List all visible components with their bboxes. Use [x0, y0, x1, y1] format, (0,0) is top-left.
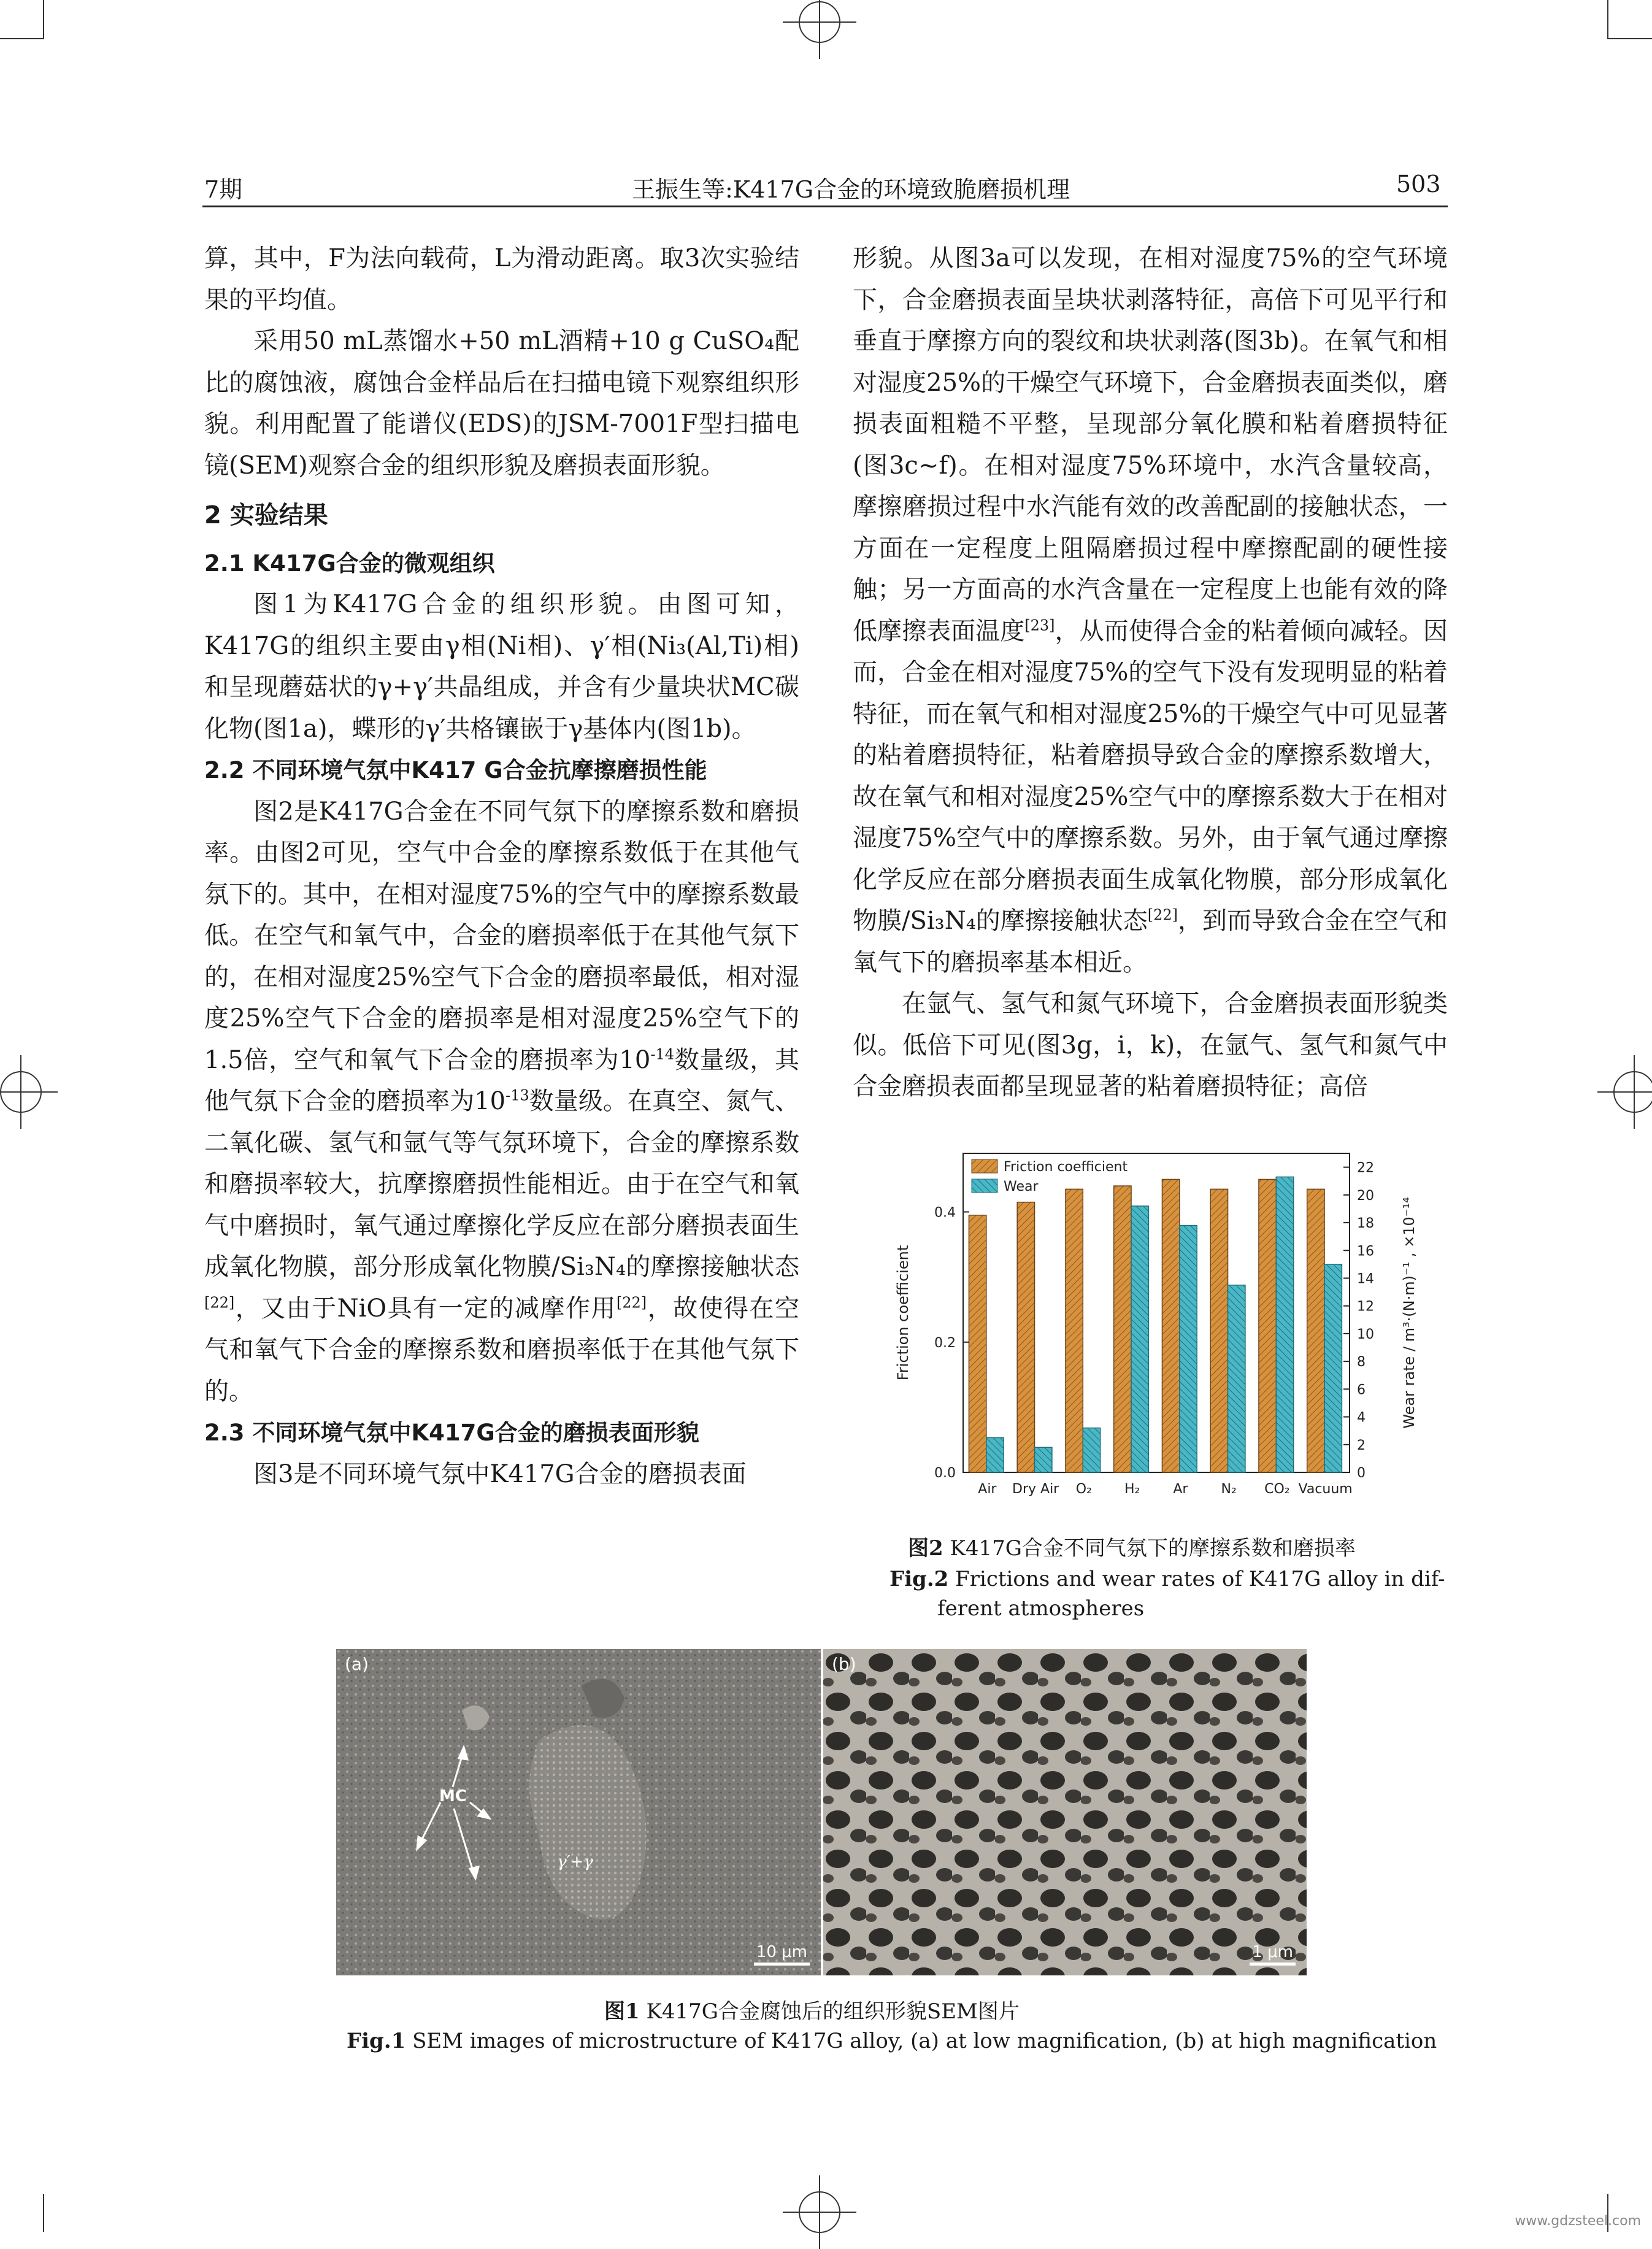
crop-mark — [43, 2194, 44, 2232]
figure-2-caption-cn: 图2 K417G合金不同气氛下的摩擦系数和磨损率 — [908, 1536, 1356, 1561]
y2-axis-label: Wear rate / m³·(N·m)⁻¹ , ×10⁻¹⁴ — [1400, 1197, 1418, 1429]
sem-image-a — [336, 1649, 821, 1975]
caption-label: Fig.2 — [889, 1567, 949, 1591]
wear-bar — [1035, 1447, 1052, 1472]
y2-tick-label: 6 — [1357, 1382, 1366, 1398]
friction-bar — [1307, 1189, 1324, 1472]
y2-tick-label: 10 — [1357, 1326, 1374, 1342]
sem-image-b-graphic — [823, 1649, 1307, 1975]
legend-swatch-friction — [972, 1159, 997, 1173]
x-tick-label: O₂ — [1075, 1482, 1092, 1497]
subsection-heading: 2.3 不同环境气氛中K417G合金的磨损表面形貌 — [204, 1420, 699, 1446]
sem-image-a-graphic — [336, 1649, 821, 1975]
y2-tick-label: 22 — [1357, 1160, 1374, 1176]
friction-bar — [1017, 1202, 1034, 1472]
crop-mark — [0, 38, 44, 39]
paragraph: 采用50 mL蒸馏水+50 mL酒精+10 g CuSO₄配比的腐蚀液，腐蚀合金样品后在扫描电镜下观察组织形貌。利用配置了能谱仪(EDS)的JSM-7001F型扫描电镜(SEM)观察合金的组织形貌及磨损表面形貌。 — [204, 327, 799, 480]
paragraph: 图2是K417G合金在不同气氛下的摩擦系数和磨损率。由图2可见，空气中合金的摩擦系数低于在其他气氛下的。其中，在相对湿度75%的空气中的摩擦系数最低。在空气和氧气中，合金的磨损率低于在其他气氛下的，在相对湿度25%空气下合金的磨损率最低，相对湿度25%空气下合金的磨损率是相对湿度25%空气下的1.5倍，空气和氧气下合金的磨损率为$10^{-14}$数量级，其他气氛下合金的磨损率为$10^{-13}$数量级。在真空、氮气、二氧化碳、氢气和氩气等气氛环境下，合金的摩擦系数和磨损率较大，抗摩擦磨损性能相近。由于在空气和氧气中磨损时，氧气通过摩擦化学反应在部分磨损表面生成氧化物膜，部分形成氧化物膜/Si₃N₄的摩擦接触状态[22]，又由于NiO具有一定的减摩作用[22]，故使得在空气和氧气下合金的摩擦系数和磨损率低于在其他气氛下的。 — [204, 797, 800, 1405]
header-title: 王振生等:K417G合金的环境致脆磨损机理 — [632, 176, 1070, 203]
y2-tick-label: 14 — [1357, 1271, 1374, 1287]
friction-bar — [1259, 1179, 1276, 1472]
caption-label: 图2 — [908, 1536, 943, 1561]
registration-mark — [1613, 1071, 1652, 1113]
wear-bar — [1276, 1177, 1293, 1472]
paragraph: 形貌。从图3a可以发现，在相对湿度75%的空气环境下，合金磨损表面呈块状剥落特征，高倍下可见平行和垂直于摩擦方向的裂纹和块状剥落(图3b)。在氧气和相对湿度25%的干燥空气环境下，合金磨损表面类似，磨损表面粗糙不平整，呈现部分氧化膜和粘着磨损特征(图3c~f)。在相对湿度75%环境中，水汽含量较高，摩擦磨损过程中水汽能有效的改善配副的接触状态，一方面在一定程度上阻隔磨损过程中摩擦配副的硬性接触；另一方面高的水汽含量在一定程度上也能有效的降低摩擦表面温度[23]，从而使得合金的粘着倾向减轻。因而，合金在相对湿度75%的空气下没有发现明显的粘着特征，而在氧气和相对湿度25%的干燥空气中可见显著的粘着磨损特征，粘着磨损导致合金的摩擦系数增大，故在氧气和相对湿度25%空气中的摩擦系数大于在相对湿度75%空气中的摩擦系数。另外，由于氧气通过摩擦化学反应在部分磨损表面生成氧化物膜，部分形成氧化物膜/Si₃N₄的摩擦接触状态[22]，到而导致合金在空气和氧气下的磨损率基本相近。 — [853, 244, 1448, 977]
y-axis-label: Friction coefficient — [894, 1245, 912, 1381]
y2-tick-label: 20 — [1357, 1188, 1374, 1204]
x-tick-label: H₂ — [1124, 1482, 1140, 1497]
friction-bar — [1210, 1189, 1227, 1472]
section-heading: 2 实验结果 — [204, 501, 328, 529]
caption-label: 图1 — [604, 1999, 640, 2024]
sem-image-b — [823, 1649, 1307, 1975]
scale-bar-a: 10 μm — [754, 1943, 810, 1966]
phase-label: γ′+γ — [557, 1853, 593, 1871]
friction-bar — [1162, 1179, 1179, 1472]
x-tick-label: CO₂ — [1264, 1482, 1290, 1497]
y2-tick-label: 8 — [1357, 1355, 1366, 1371]
wear-bar — [986, 1437, 1004, 1472]
y2-tick-label: 0 — [1357, 1466, 1366, 1481]
legend-label-wear: Wear — [1004, 1179, 1039, 1194]
paragraph: 图3是不同环境气氛中K417G合金的磨损表面 — [253, 1459, 747, 1488]
panel-label-b: (b) — [832, 1654, 856, 1674]
figure-1-caption-en: Fig.1 SEM images of microstructure of K417G alloy, (a) at low magnification, (b) at high magnification — [347, 2029, 1437, 2053]
friction-bar — [969, 1215, 986, 1472]
x-tick-label: Air — [978, 1482, 997, 1497]
wear-bar — [1228, 1285, 1245, 1472]
watermark: www.gdzsteel.com — [1515, 2213, 1641, 2229]
y-tick-label: 0.0 — [934, 1466, 956, 1481]
crop-mark — [43, 0, 44, 38]
header-rule — [202, 206, 1448, 207]
mc-label: MC — [439, 1787, 467, 1805]
y2-tick-label: 18 — [1357, 1216, 1374, 1232]
header-page: 503 — [1396, 171, 1441, 198]
x-tick-label: Ar — [1173, 1482, 1188, 1497]
figure-2-caption-en: Fig.2 Frictions and wear rates of K417G alloy in dif- — [889, 1567, 1445, 1591]
panel-label-a: (a) — [345, 1654, 369, 1674]
registration-mark — [799, 1, 840, 43]
wear-bar — [1180, 1226, 1197, 1472]
registration-mark — [799, 2191, 840, 2233]
registration-mark — [0, 1071, 42, 1113]
y2-tick-label: 12 — [1357, 1299, 1374, 1315]
x-tick-label: N₂ — [1221, 1482, 1237, 1497]
y2-tick-label: 16 — [1357, 1244, 1374, 1259]
x-tick-label: Dry Air — [1012, 1482, 1059, 1497]
wear-bar — [1131, 1206, 1148, 1472]
right-column — [853, 238, 1448, 1108]
y-tick-label: 0.2 — [934, 1335, 956, 1351]
scale-bar-b: 1 μm — [1250, 1943, 1296, 1966]
y2-tick-label: 2 — [1357, 1437, 1366, 1453]
subsection-heading: 2.1 K417G合金的微观组织 — [204, 550, 495, 577]
figure-1-caption-cn: 图1 K417G合金腐蚀后的组织形貌SEM图片 — [604, 1999, 1020, 2024]
figure-2-chart — [883, 1141, 1435, 1503]
crop-mark — [1607, 38, 1652, 39]
wear-bar — [1324, 1264, 1342, 1472]
crop-mark — [1607, 0, 1608, 38]
left-column — [204, 238, 799, 1495]
legend-swatch-wear — [972, 1179, 997, 1193]
figure-2-caption-en-2: ferent atmospheres — [937, 1596, 1145, 1621]
legend-label-friction: Friction coefficient — [1004, 1159, 1128, 1175]
header-issue: 7期 — [204, 176, 243, 203]
y-tick-label: 0.4 — [934, 1205, 956, 1221]
y2-tick-label: 4 — [1357, 1410, 1366, 1426]
x-tick-label: Vacuum — [1298, 1482, 1353, 1497]
paragraph: 图1为K417G合金的组织形貌。由图可知，K417G的组织主要由γ相(Ni相)、γ′相(Ni₃(Al,Ti)相)和呈现蘑菇状的γ+γ′共晶组成，并含有少量块状MC碳化物(图1a)，蝶形的γ′共格镶嵌于γ基体内(图1b)。 — [204, 590, 799, 743]
subsection-heading: 2.2 不同环境气氛中K417 G合金抗摩擦磨损性能 — [204, 757, 707, 783]
friction-bar — [1066, 1189, 1083, 1472]
caption-label: Fig.1 — [347, 2029, 406, 2053]
paragraph: 算，其中，F为法向载荷，L为滑动距离。取3次实验结果的平均值。 — [204, 244, 799, 314]
friction-bar — [1114, 1186, 1131, 1472]
wear-bar — [1083, 1428, 1100, 1472]
paragraph: 在氩气、氢气和氮气环境下，合金磨损表面形貌类似。低倍下可见(图3g，i，k)，在氩气、氢气和氮气中合金磨损表面都呈现显著的粘着磨损特征；高倍 — [853, 990, 1448, 1101]
